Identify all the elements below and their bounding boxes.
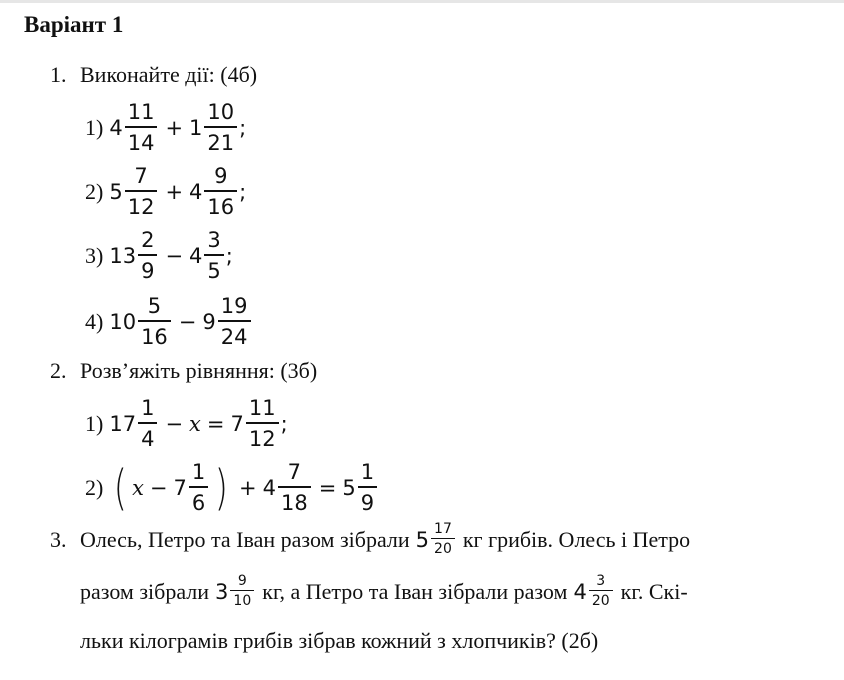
- task-number: 3.: [50, 526, 67, 552]
- task-text: кг грибів. Олесь і Петро: [462, 526, 691, 552]
- fraction: [204, 226, 223, 286]
- denominator: 14: [125, 126, 158, 158]
- variable: x: [189, 412, 201, 436]
- mixed-number: [215, 572, 256, 611]
- fraction: [125, 98, 158, 158]
- task-1-item-2: [85, 162, 246, 222]
- mixed-number: [416, 520, 457, 559]
- whole: 4: [573, 579, 587, 604]
- whole: 1: [189, 116, 203, 140]
- fraction: [246, 394, 279, 454]
- operator: −: [178, 310, 197, 334]
- whole: 4: [189, 180, 203, 204]
- task-number: 2.: [50, 358, 67, 383]
- equals: =: [206, 412, 225, 436]
- item-label: 1): [85, 115, 104, 140]
- denominator: 24: [218, 320, 251, 352]
- denominator: 6: [189, 486, 208, 518]
- operator: +: [165, 180, 184, 204]
- page-title: Варіант 1: [24, 12, 124, 37]
- expression: [109, 292, 252, 352]
- denominator: 21: [204, 126, 237, 158]
- numerator: 7: [287, 460, 302, 484]
- task-text: льки кілограмів грибів зібрав кожний з хлопчиків? (2б): [80, 628, 599, 653]
- end-mark: ;: [239, 180, 247, 204]
- task-3-line-3: [80, 628, 598, 654]
- numerator: 2: [141, 228, 155, 252]
- task-1-item-4: [85, 292, 253, 352]
- task-1-header: [50, 62, 257, 88]
- task-3-line-1: [50, 520, 690, 559]
- fraction: [189, 458, 208, 518]
- fraction: [138, 292, 171, 352]
- item-label: 3): [85, 243, 104, 268]
- whole: 13: [109, 244, 137, 268]
- item-label: 1): [85, 411, 104, 436]
- denominator: 10: [230, 590, 254, 611]
- denominator: 9: [138, 254, 157, 286]
- expression: [109, 226, 233, 286]
- numerator: 9: [237, 573, 247, 589]
- end-mark: ;: [225, 244, 233, 268]
- top-border: [0, 0, 844, 3]
- fraction: [358, 458, 377, 518]
- whole: 7: [173, 476, 187, 500]
- expression: [109, 98, 246, 158]
- whole: 3: [215, 579, 229, 604]
- expression: [109, 458, 379, 518]
- fraction: [278, 458, 311, 518]
- whole: 9: [202, 310, 216, 334]
- end-mark: ;: [280, 412, 288, 436]
- whole: 17: [109, 412, 137, 436]
- numerator: 17: [434, 521, 452, 537]
- whole: 7: [230, 412, 244, 436]
- item-label: 4): [85, 309, 104, 334]
- denominator: 20: [589, 590, 613, 611]
- expression: [109, 162, 246, 222]
- item-label: 2): [85, 179, 104, 204]
- task-text: Олесь, Петро та Іван разом зібрали: [80, 526, 410, 552]
- task-2-header: [50, 358, 317, 384]
- task-text: разом зібрали: [80, 578, 210, 604]
- denominator: 20: [431, 538, 455, 559]
- denominator: 4: [138, 422, 157, 454]
- variable: x: [132, 476, 144, 500]
- fraction: [218, 292, 251, 352]
- denominator: 12: [246, 422, 279, 454]
- fraction: [204, 98, 237, 158]
- whole: 5: [342, 476, 356, 500]
- denominator: 9: [358, 486, 377, 518]
- numerator: 1: [360, 460, 375, 484]
- whole: 5: [109, 180, 123, 204]
- numerator: 3: [207, 228, 221, 252]
- task-3-line-2: [80, 572, 688, 611]
- whole: 4: [262, 476, 276, 500]
- task-text: Розв’яжіть рівняння: (3б): [80, 358, 318, 383]
- numerator: 7: [134, 164, 148, 188]
- denominator: 5: [204, 254, 223, 286]
- denominator: 16: [204, 190, 237, 222]
- mixed-number: [573, 572, 614, 611]
- operator: −: [149, 476, 168, 500]
- task-text: кг. Скі-: [620, 578, 688, 604]
- task-2-equation-1: [85, 394, 288, 454]
- numerator: 11: [248, 396, 276, 420]
- fraction: [138, 226, 157, 286]
- fraction: [431, 520, 455, 559]
- numerator: 11: [127, 100, 155, 124]
- task-text: кг, а Петро та Іван зібрали разом: [262, 578, 568, 604]
- right-paren: ): [215, 460, 229, 516]
- operator: −: [165, 412, 184, 436]
- equals: =: [318, 476, 337, 500]
- numerator: 10: [207, 100, 235, 124]
- denominator: 12: [125, 190, 158, 222]
- operator: +: [239, 476, 257, 500]
- fraction: [125, 162, 158, 222]
- numerator: 19: [220, 294, 248, 318]
- numerator: 3: [596, 573, 606, 589]
- fraction: [138, 394, 157, 454]
- numerator: 1: [141, 396, 155, 420]
- denominator: 16: [138, 320, 171, 352]
- task-2-equation-2: [85, 458, 379, 518]
- task-number: 1.: [50, 62, 67, 87]
- operator: +: [165, 116, 184, 140]
- denominator: 18: [278, 486, 311, 518]
- numerator: 9: [214, 164, 228, 188]
- task-text: Виконайте дії: (4б): [80, 62, 258, 87]
- expression: [109, 394, 287, 454]
- whole: 10: [109, 310, 137, 334]
- numerator: 1: [191, 460, 206, 484]
- left-paren: (: [114, 460, 128, 516]
- numerator: 5: [147, 294, 162, 318]
- fraction: [589, 572, 613, 611]
- end-mark: ;: [239, 116, 247, 140]
- fraction: [204, 162, 237, 222]
- task-1-item-3: [85, 226, 233, 286]
- whole: 4: [109, 116, 123, 140]
- whole: 4: [189, 244, 203, 268]
- whole: 5: [415, 527, 430, 552]
- item-label: 2): [85, 475, 104, 500]
- operator: −: [165, 244, 184, 268]
- fraction: [230, 572, 254, 611]
- task-1-item-1: [85, 98, 246, 158]
